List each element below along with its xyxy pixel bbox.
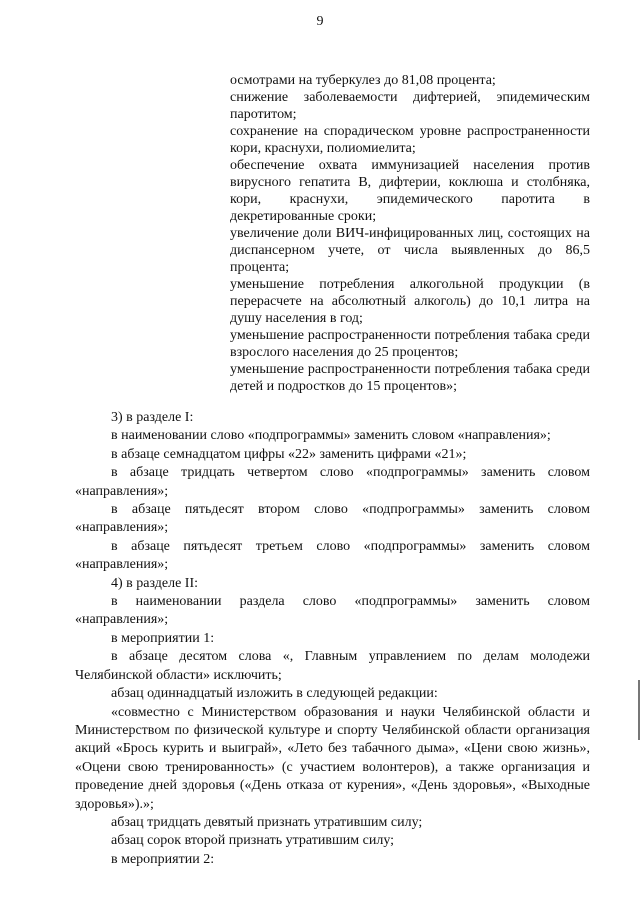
paragraph: в абзаце пятьдесят втором слово «подпрограммы» заменить словом «направления»; bbox=[75, 502, 590, 536]
indented-target-list bbox=[230, 72, 590, 395]
paragraph: в абзаце десятом слова «, Главным управлением по делам молодежи Челябинской области» исключить; bbox=[75, 649, 590, 683]
section-heading: 4) в разделе II: bbox=[111, 575, 199, 591]
section-heading: 3) в разделе I: bbox=[111, 410, 194, 425]
amendments-body bbox=[75, 409, 590, 869]
paragraph: абзац одиннадцатый изложить в следующей редакции: bbox=[111, 686, 438, 702]
paragraph: абзац сорок второй признать утратившим силу; bbox=[111, 833, 395, 849]
paragraph: в абзаце тридцать четвертом слово «подпрограммы» заменить словом «направления»; bbox=[75, 465, 590, 499]
list-item: снижение заболеваемости дифтерией, эпидемическим паротитом; bbox=[230, 90, 590, 122]
paragraph: в мероприятии 1: bbox=[111, 630, 215, 646]
quoted-paragraph: «совместно с Министерством образования и науки Челябинской области и Министерством по физической культуре и спорту Челябинской области организация акций «Брось курить и выиграй», «Лето без табачного дыма», «Цени свою жизнь», «Оцени свою тренированность» (с участием волонтеров), а также организация и проведение дней здоровья («День отказа от курения», «День здоровья», «Выходные здоровья»).»; bbox=[75, 704, 590, 812]
paragraph: в абзаце семнадцатом цифры «22» заменить цифрами «21»; bbox=[111, 446, 467, 462]
list-item: уменьшение распространенности потребления табака среди взрослого населения до 25 процентов; bbox=[230, 328, 590, 360]
list-item: обеспечение охвата иммунизацией населения против вирусного гепатита В, дифтерии, коклюша и столбняка, кори, краснухи, эпидемического паротита в декретированные сроки; bbox=[230, 158, 590, 224]
page-number: 9 bbox=[316, 14, 324, 29]
paragraph: в мероприятии 2: bbox=[111, 851, 215, 867]
paragraph: в наименовании раздела слово «подпрограммы» заменить словом «направления»; bbox=[75, 594, 590, 628]
paragraph: абзац тридцать девятый признать утратившим силу; bbox=[111, 814, 423, 830]
list-item: уменьшение потребления алкогольной продукции (в перерасчете на абсолютный алкоголь) до 10,1 литра на душу населения в год; bbox=[230, 277, 590, 326]
list-item: увеличение доли ВИЧ-инфицированных лиц, состоящих на диспансерном учете, от числа выявленных до 86,5 процента; bbox=[230, 226, 590, 275]
paragraph: в наименовании слово «подпрограммы» заменить словом «направления»; bbox=[111, 428, 551, 444]
paragraph: в абзаце пятьдесят третьем слово «подпрограммы» заменить словом «направления»; bbox=[75, 538, 590, 573]
list-item: уменьшение распространенности потребления табака среди детей и подростков до 15 процентов»; bbox=[230, 362, 590, 394]
list-item: осмотрами на туберкулез до 81,08 процента; bbox=[230, 73, 496, 88]
list-item: сохранение на спорадическом уровне распространенности кори, краснухи, полиомиелита; bbox=[230, 124, 590, 156]
